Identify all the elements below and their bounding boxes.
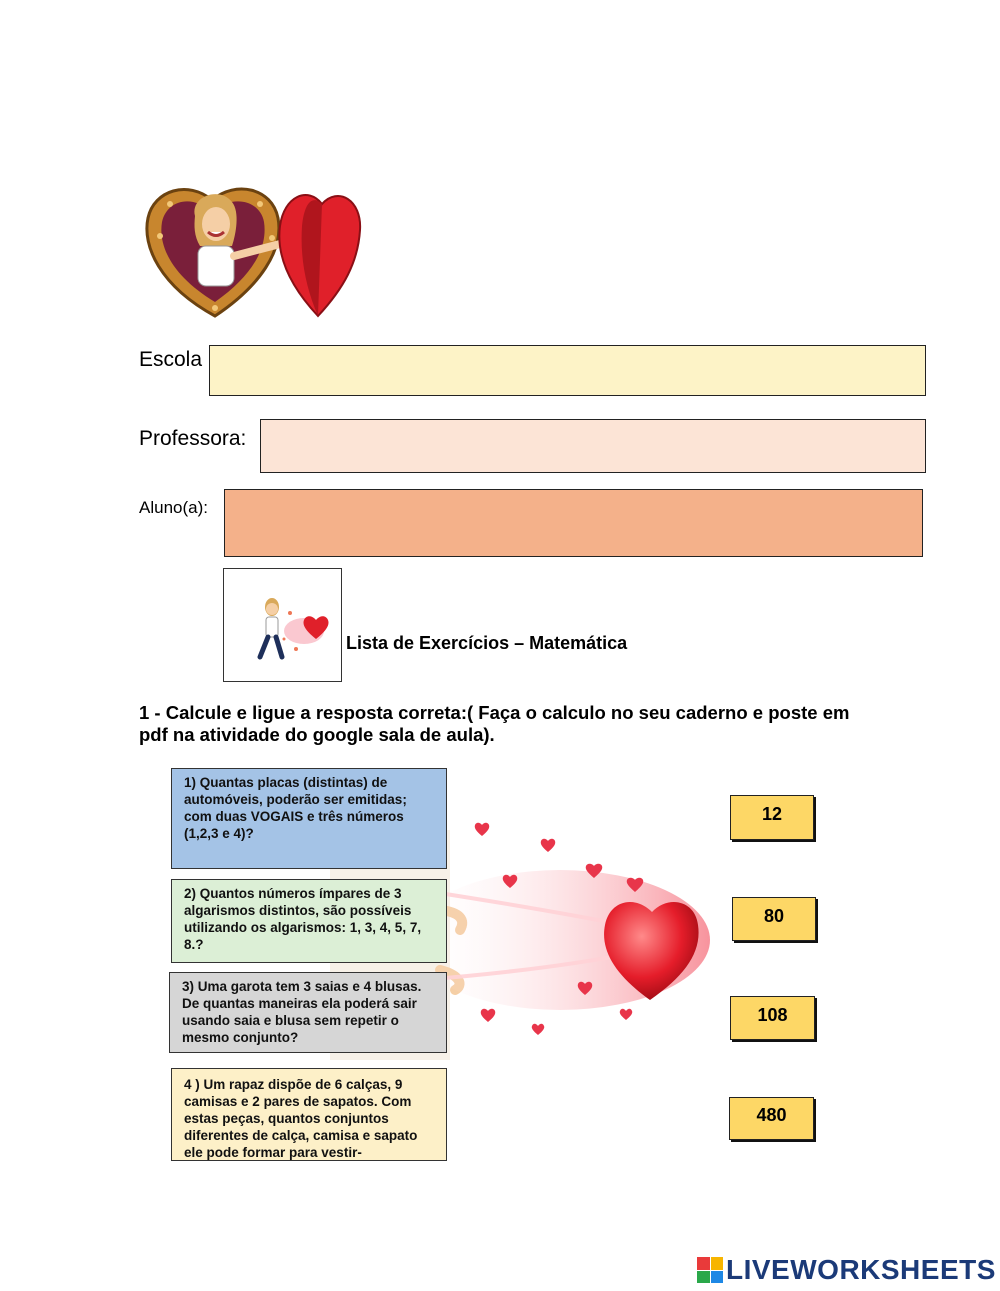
aluno-field[interactable] <box>224 489 923 557</box>
escola-input[interactable] <box>210 346 925 395</box>
answer-box-80[interactable] <box>732 897 816 941</box>
exercise-instruction: 1 - Calcule e ligue a resposta correta:( Faça o calculo no seu caderno e poste em pdf na atividade do google sala de aula). <box>139 702 850 745</box>
question-box-1[interactable] <box>171 768 447 869</box>
question-text-1: 1) Quantas placas (distintas) de automóveis, poderão ser emitidas; com duas VOGAIS e três números (1,2,3 e 4)? <box>184 775 407 841</box>
question-text-2: 2) Quantos números ímpares de 3 algarismos distintos, são possíveis utilizando os algarismos: 1, 3, 4, 5, 7, 8.? <box>184 886 422 952</box>
professora-field[interactable] <box>260 419 926 473</box>
avatar-throwing-heart-illustration <box>224 569 341 681</box>
liveworksheets-logo-icon <box>697 1257 723 1283</box>
answer-value: 480 <box>756 1105 787 1125</box>
answer-box-12[interactable] <box>730 795 814 840</box>
escola-label: Escola <box>139 348 203 371</box>
question-box-4[interactable] <box>171 1068 447 1161</box>
question-text-3: 3) Uma garota tem 3 saias e 4 blusas. De quantas maneiras ela poderá sair usando saia e blusa sem repetir o mesmo conjunto? <box>182 979 422 1045</box>
liveworksheets-brand <box>697 1253 996 1287</box>
professora-label: Professora: <box>139 427 247 450</box>
answer-box-108[interactable] <box>730 996 815 1040</box>
question-box-3[interactable] <box>169 972 447 1053</box>
aluno-input[interactable] <box>225 490 922 556</box>
question-text-4: 4 ) Um rapaz dispõe de 6 calças, 9 camisas e 2 pares de sapatos. Com estas peças, quantos conjuntos diferentes de calça, camisa e sapato ele pode formar para vestir- <box>184 1077 418 1160</box>
aluno-label: Aluno(a): <box>139 498 208 517</box>
answer-value: 108 <box>757 1004 788 1025</box>
answer-value: 12 <box>761 804 783 824</box>
answer-box-480[interactable] <box>729 1097 814 1140</box>
answer-value: 80 <box>763 905 785 926</box>
avatar-heart-illustration <box>140 176 365 321</box>
brand-name: LIVEWORKSHEETS <box>726 1254 996 1285</box>
worksheet-title: Lista de Exercícios – Matemática <box>346 633 628 653</box>
professora-input[interactable] <box>261 420 925 472</box>
avatar-thumbnail-frame <box>223 568 342 682</box>
question-box-2[interactable] <box>171 879 447 963</box>
escola-field[interactable] <box>209 345 926 396</box>
